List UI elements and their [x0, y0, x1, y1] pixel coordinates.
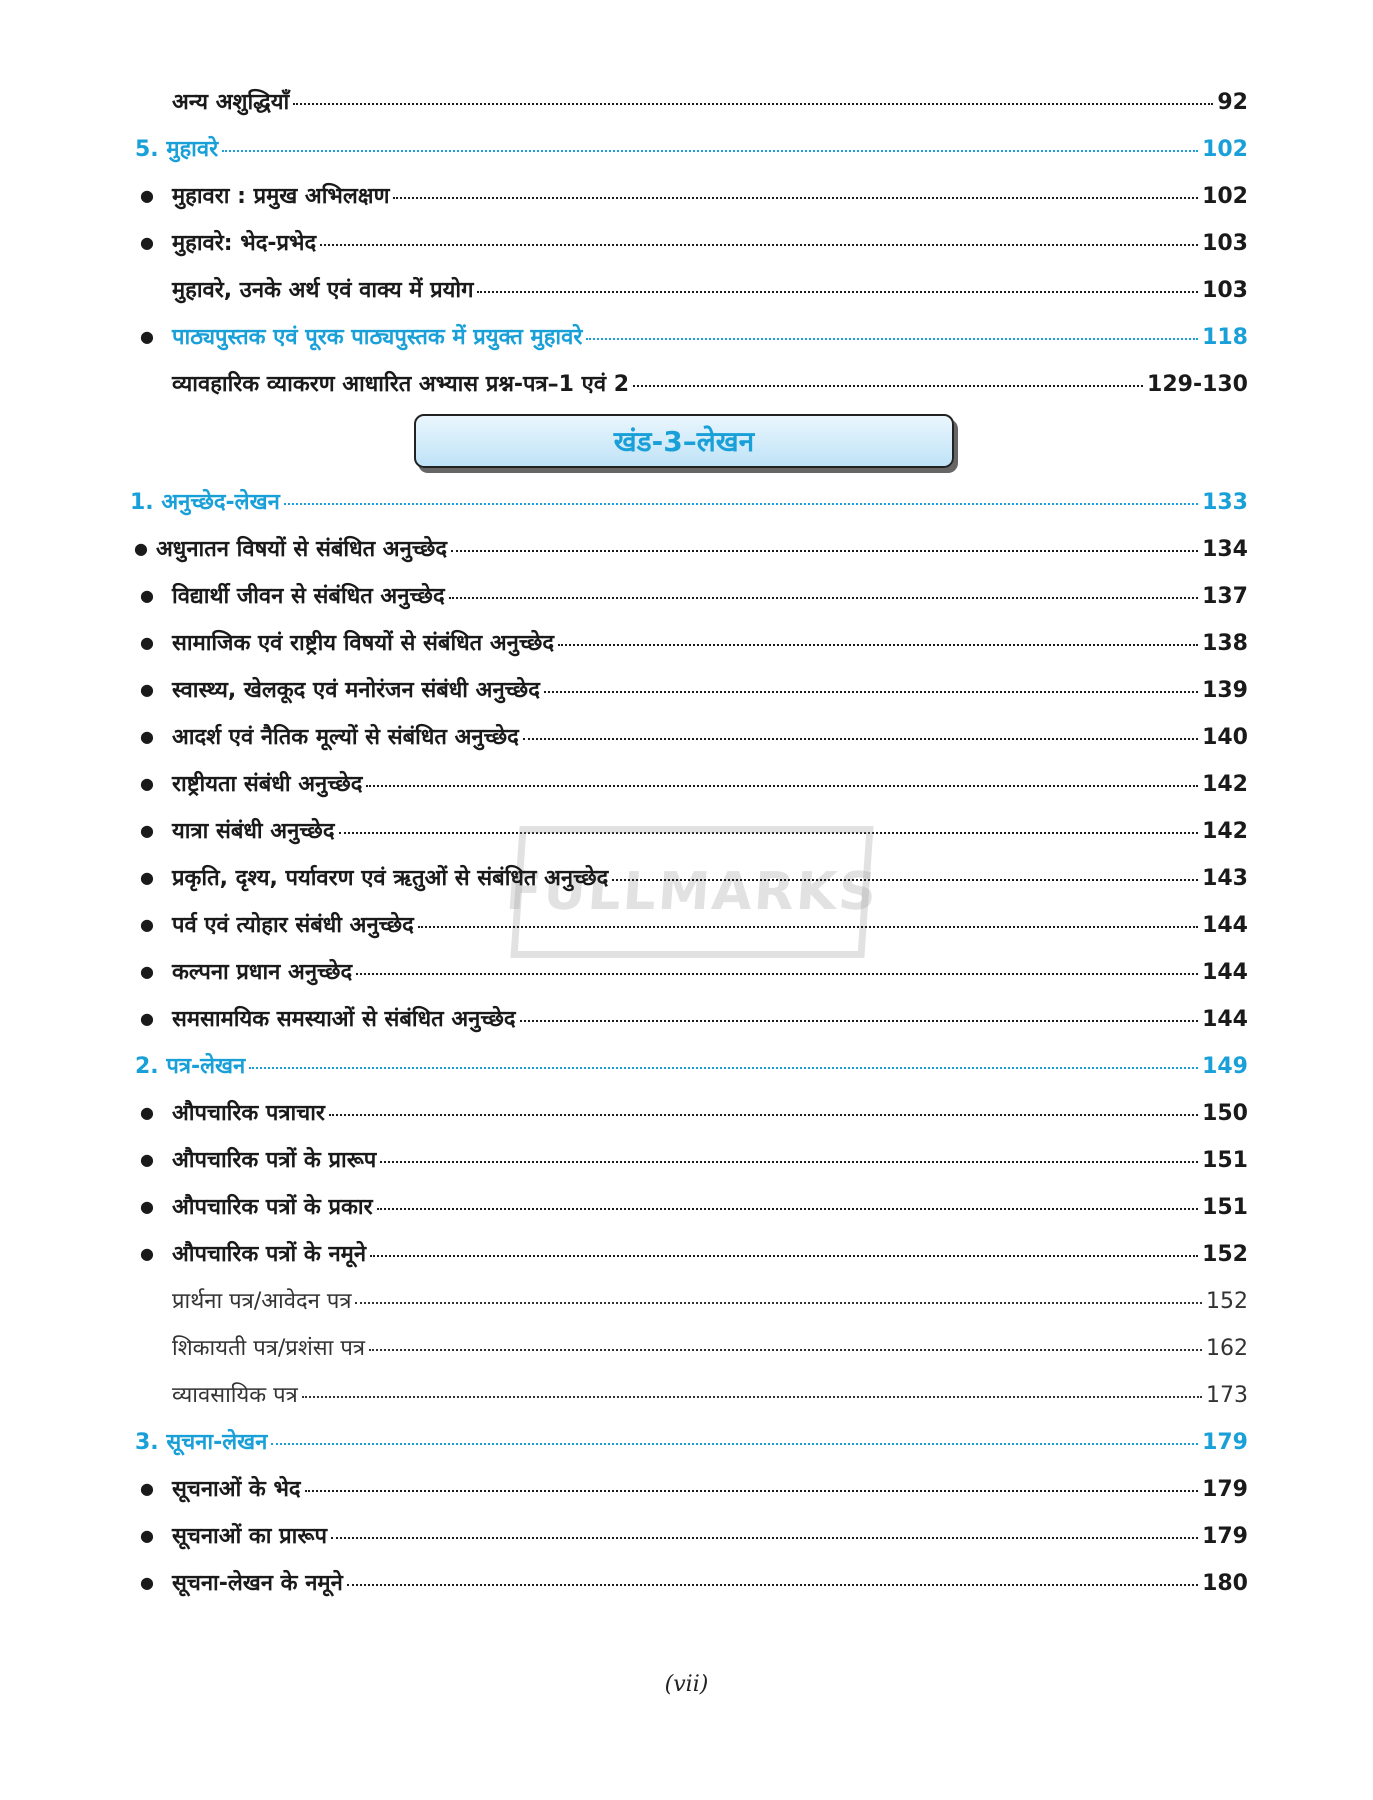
toc-entry-label: प्रकृति, दृश्य, पर्यावरण एवं ऋतुओं से संबंधित अनुच्छेद — [172, 866, 609, 891]
toc-entry-label: अन्य अशुद्धियाँ — [172, 90, 290, 115]
toc-entry-label: 5. मुहावरे — [135, 137, 219, 162]
bullet-icon: ● — [140, 774, 154, 793]
toc-entry-label: 3. सूचना-लेखन — [135, 1430, 268, 1455]
toc-entry[interactable] — [0, 180, 1373, 227]
toc-entry[interactable] — [0, 1567, 1373, 1614]
dot-leader — [558, 643, 1198, 646]
bullet-icon: ● — [140, 915, 154, 934]
dot-leader — [520, 1019, 1198, 1022]
dot-leader — [451, 549, 1198, 552]
toc-entry-page: 92 — [1217, 90, 1248, 115]
toc-entry-page: 140 — [1202, 725, 1248, 750]
toc-subentry[interactable] — [0, 1332, 1373, 1379]
bullet-icon: ● — [140, 868, 154, 887]
toc-entry[interactable] — [0, 1144, 1373, 1191]
toc-entry[interactable] — [0, 721, 1373, 768]
toc-entry-page: 133 — [1202, 490, 1248, 515]
page-number: (vii) — [664, 1672, 709, 1697]
toc-entry-label: औपचारिक पत्रों के प्रकार — [172, 1195, 373, 1220]
dot-leader — [369, 1348, 1202, 1351]
toc-entry-page: 142 — [1202, 819, 1248, 844]
dot-leader — [331, 1536, 1198, 1539]
toc-entry-page: 162 — [1206, 1336, 1248, 1361]
bullet-icon: ● — [140, 1244, 154, 1263]
dot-leader — [586, 337, 1198, 340]
toc-entry-page: 103 — [1202, 278, 1248, 303]
dot-leader — [612, 878, 1198, 881]
toc-entry[interactable] — [0, 1238, 1373, 1285]
bullet-icon: ● — [140, 727, 154, 746]
bullet-icon: ● — [140, 327, 154, 346]
bullet-icon: ● — [140, 962, 154, 981]
dot-leader — [544, 690, 1198, 693]
toc-entry-label: मुहावरे, उनके अर्थ एवं वाक्य में प्रयोग — [172, 278, 474, 303]
toc-entry-label: सूचनाओं के भेद — [172, 1477, 301, 1502]
bullet-icon: ● — [140, 1103, 154, 1122]
toc-entry-label: सूचनाओं का प्रारूप — [172, 1524, 327, 1549]
toc-entry-page: 152 — [1202, 1242, 1248, 1267]
toc-entry-label: औपचारिक पत्राचार — [172, 1101, 325, 1126]
dot-leader — [302, 1395, 1202, 1398]
toc-entry[interactable] — [0, 862, 1373, 909]
toc-entry[interactable] — [0, 533, 1373, 580]
dot-leader — [320, 243, 1198, 246]
toc-entry-page: 139 — [1202, 678, 1248, 703]
toc-entry[interactable] — [0, 956, 1373, 1003]
toc-entry-label: पाठ्यपुस्तक एवं पूरक पाठ्यपुस्तक में प्रयुक्त मुहावरे — [172, 325, 583, 350]
toc-entry-page: 151 — [1202, 1195, 1248, 1220]
toc-entry-label: स्वास्थ्य, खेलकूद एवं मनोरंजन संबंधी अनुच्छेद — [172, 678, 540, 703]
toc-entry-label: पर्व एवं त्योहार संबंधी अनुच्छेद — [172, 913, 414, 938]
toc-chapter[interactable] — [0, 133, 1373, 180]
bullet-icon: ● — [140, 1479, 154, 1498]
dot-leader — [347, 1583, 1198, 1586]
bullet-icon: ● — [140, 186, 154, 205]
section-banner — [414, 414, 954, 468]
toc-entry-label: मुहावरा : प्रमुख अभिलक्षण — [172, 184, 390, 209]
watermark-text: FULLMARKS — [504, 862, 881, 922]
dot-leader — [284, 502, 1198, 505]
dot-leader — [366, 784, 1198, 787]
bullet-icon: ● — [140, 586, 154, 605]
toc-entry-label: कल्पना प्रधान अनुच्छेद — [172, 960, 353, 985]
toc-entry-page: 102 — [1202, 137, 1248, 162]
toc-entry-page: 150 — [1202, 1101, 1248, 1126]
toc-entry-page: 142 — [1202, 772, 1248, 797]
bullet-icon: ● — [140, 633, 154, 652]
toc-entry-label: सामाजिक एवं राष्ट्रीय विषयों से संबंधित अनुच्छेद — [172, 631, 555, 656]
dot-leader — [393, 196, 1198, 199]
toc-entry-label: मुहावरे: भेद-प्रभेद — [172, 231, 317, 256]
toc-entry-label: समसामयिक समस्याओं से संबंधित अनुच्छेद — [172, 1007, 516, 1032]
toc-entry-page: 180 — [1202, 1571, 1248, 1596]
toc-entry-page: 151 — [1202, 1148, 1248, 1173]
toc-entry[interactable] — [0, 909, 1373, 956]
toc-entry-label: आदर्श एवं नैतिक मूल्यों से संबंधित अनुच्छेद — [172, 725, 519, 750]
dot-leader — [377, 1207, 1198, 1210]
section-heading: खंड-3–लेखन — [613, 425, 755, 458]
toc-entry-label: प्रार्थना पत्र/आवेदन पत्र — [172, 1289, 352, 1314]
toc-entry[interactable] — [0, 321, 1373, 368]
toc-entry-label: 1. अनुच्छेद-लेखन — [130, 490, 280, 515]
toc-entry[interactable] — [0, 627, 1373, 674]
bullet-icon: ● — [140, 680, 154, 699]
toc-entry-label: औपचारिक पत्रों के प्रारूप — [172, 1148, 377, 1173]
bullet-icon: ● — [140, 233, 154, 252]
toc-entry-page: 179 — [1202, 1477, 1248, 1502]
dot-leader — [355, 1301, 1202, 1304]
toc-entry-page: 173 — [1206, 1383, 1248, 1408]
toc-entry-page: 138 — [1202, 631, 1248, 656]
toc-entry-label: राष्ट्रीयता संबंधी अनुच्छेद — [172, 772, 363, 797]
dot-leader — [271, 1442, 1198, 1445]
bullet-icon: ● — [140, 821, 154, 840]
toc-entry-page: 118 — [1202, 325, 1248, 350]
toc-entry[interactable] — [0, 1097, 1373, 1144]
toc-entry[interactable] — [0, 227, 1373, 274]
toc-entry-page: 129-130 — [1147, 372, 1248, 397]
toc-entry-page: 103 — [1202, 231, 1248, 256]
toc-subentry[interactable] — [0, 1285, 1373, 1332]
dot-leader — [370, 1254, 1198, 1257]
toc-entry-page: 144 — [1202, 913, 1248, 938]
dot-leader — [293, 102, 1213, 105]
dot-leader — [418, 925, 1198, 928]
toc-entry-page: 179 — [1202, 1430, 1248, 1455]
toc-entry-page: 143 — [1202, 866, 1248, 891]
toc-entry-label: व्यावहारिक व्याकरण आधारित अभ्यास प्रश्न-पत्र–1 एवं 2 — [172, 372, 630, 397]
toc-entry[interactable] — [0, 1520, 1373, 1567]
toc-entry[interactable] — [0, 368, 1373, 415]
toc-entry-label: यात्रा संबंधी अनुच्छेद — [172, 819, 335, 844]
toc-chapter[interactable] — [0, 1050, 1373, 1097]
toc-entry[interactable] — [0, 1191, 1373, 1238]
toc-entry[interactable] — [0, 1003, 1373, 1050]
toc-entry-label: अधुनातन विषयों से संबंधित अनुच्छेद — [156, 537, 448, 562]
dot-leader — [449, 596, 1198, 599]
dot-leader — [222, 149, 1198, 152]
toc-entry[interactable] — [0, 768, 1373, 815]
bullet-icon: ● — [134, 539, 148, 558]
bullet-icon: ● — [140, 1573, 154, 1592]
toc-entry-label: सूचना-लेखन के नमूने — [172, 1571, 343, 1596]
bullet-icon: ● — [140, 1009, 154, 1028]
toc-entry[interactable] — [0, 86, 1373, 133]
toc-entry-label: शिकायती पत्र/प्रशंसा पत्र — [172, 1336, 365, 1361]
toc-entry-page: 152 — [1206, 1289, 1248, 1314]
bullet-icon: ● — [140, 1526, 154, 1545]
dot-leader — [633, 384, 1143, 387]
toc-entry-label: औपचारिक पत्रों के नमूने — [172, 1242, 367, 1267]
toc-entry-label: 2. पत्र-लेखन — [135, 1054, 246, 1079]
toc-entry-page: 149 — [1202, 1054, 1248, 1079]
dot-leader — [305, 1489, 1198, 1492]
dot-leader — [380, 1160, 1198, 1163]
toc-entry-page: 137 — [1202, 584, 1248, 609]
toc-entry-page: 179 — [1202, 1524, 1248, 1549]
toc-entry-page: 144 — [1202, 1007, 1248, 1032]
toc-entry[interactable] — [0, 1473, 1373, 1520]
toc-entry-label: व्यावसायिक पत्र — [172, 1383, 298, 1408]
dot-leader — [356, 972, 1198, 975]
toc-entry-page: 144 — [1202, 960, 1248, 985]
dot-leader — [249, 1066, 1198, 1069]
toc-chapter[interactable] — [0, 486, 1373, 533]
toc-entry-label: विद्यार्थी जीवन से संबंधित अनुच्छेद — [172, 584, 445, 609]
dot-leader — [477, 290, 1198, 293]
toc-subentry[interactable] — [0, 1379, 1373, 1426]
bullet-icon: ● — [140, 1197, 154, 1216]
toc-entry-page: 134 — [1202, 537, 1248, 562]
dot-leader — [329, 1113, 1198, 1116]
toc-entry[interactable] — [0, 274, 1373, 321]
toc-entry[interactable] — [0, 580, 1373, 627]
dot-leader — [523, 737, 1198, 740]
toc-entry-page: 102 — [1202, 184, 1248, 209]
toc-entry[interactable] — [0, 674, 1373, 721]
bullet-icon: ● — [140, 1150, 154, 1169]
toc-chapter[interactable] — [0, 1426, 1373, 1473]
